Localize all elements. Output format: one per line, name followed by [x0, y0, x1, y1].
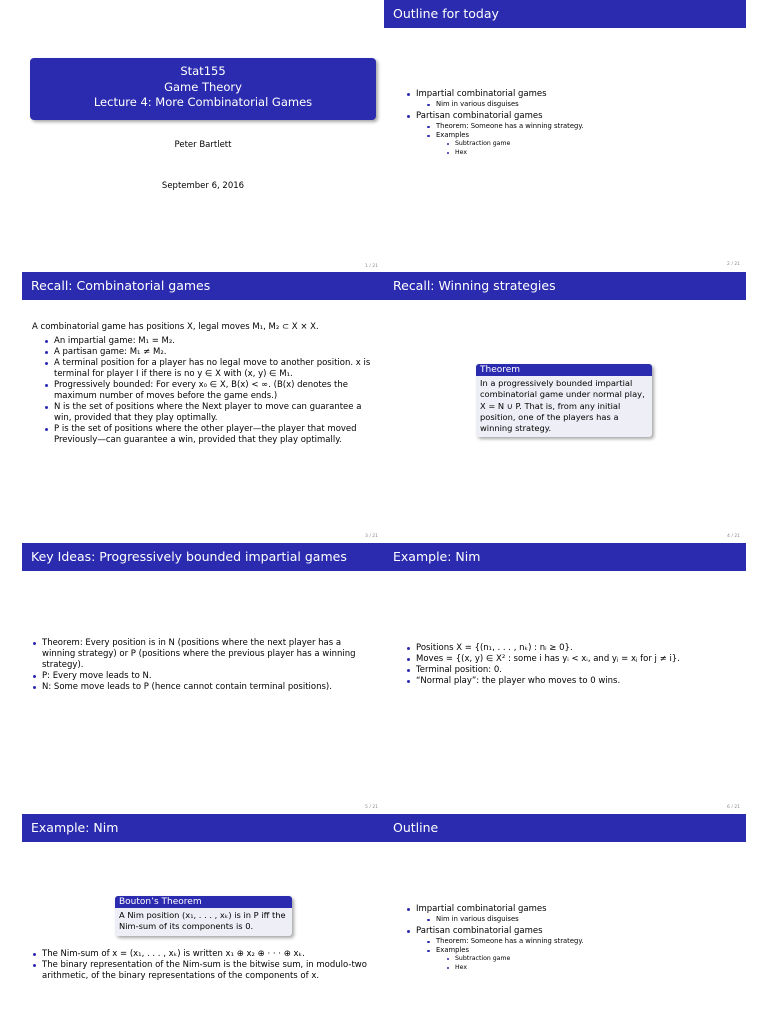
list-item: Partisan combinatorial games Theorem: Someone has a winning strategy. Examples Subtraction game Hex: [406, 111, 584, 157]
list-item: The binary representation of the Nim-sum is the bitwise sum, in modulo-two arithmetic, of the binary representations of the components of x.: [32, 960, 367, 982]
theorem-block: [115, 896, 292, 936]
course-name: Stat155: [180, 64, 226, 78]
slide-outline-today: [384, 0, 746, 271]
list-item: Subtraction game: [446, 955, 584, 964]
list-item: An impartial game: M₁ = M₂.: [44, 336, 374, 347]
list-item: Impartial combinatorial games Nim in various disguises: [406, 89, 584, 109]
slide-title-bar: Recall: Winning strategies: [384, 272, 746, 300]
list-item: Positions X = {(n₁, . . . , nₖ) : nᵢ ≥ 0}.: [406, 643, 741, 654]
slide-title-bar: Outline: [384, 814, 746, 842]
page-number: 3 / 21: [365, 534, 378, 539]
list-item: N is the set of positions where the Next player to move can guarantee a win, provided that they play optimally.: [44, 402, 374, 424]
list-item: Moves = {(x, y) ∈ X² : some i has yᵢ < xᵢ, and yⱼ = xⱼ for j ≠ i}.: [406, 654, 741, 665]
intro-text: A combinatorial game has positions X, legal moves M₁, M₂ ⊂ X × X.: [32, 322, 319, 332]
list-item: Nim in various disguises: [426, 915, 584, 924]
slide-recall-games: [22, 272, 384, 543]
slide-title: [0, 0, 384, 271]
list-item: P: Every move leads to N.: [32, 671, 377, 682]
slide-example-nim: [384, 543, 746, 814]
slide-title-bar: Example: Nim: [22, 814, 384, 842]
list-item: Partisan combinatorial games Theorem: Someone has a winning strategy. Examples Subtraction game Hex: [406, 926, 584, 972]
list-item: The Nim-sum of x = (x₁, . . . , xₖ) is written x₁ ⊕ x₂ ⊕ · · · ⊕ xₖ.: [32, 949, 367, 960]
slide-recall-winning: [384, 272, 746, 543]
list-item: Theorem: Someone has a winning strategy.: [426, 937, 584, 946]
list-item: “Normal play”: the player who moves to 0 wins.: [406, 676, 741, 687]
outline-list: [406, 89, 584, 157]
list-item: N: Some move leads to P (hence cannot contain terminal positions).: [32, 682, 377, 693]
list-item: A partisan game: M₁ ≠ M₂.: [44, 347, 374, 358]
slide-key-ideas: [22, 543, 384, 814]
date: September 6, 2016: [161, 181, 245, 191]
bullet-list: [406, 643, 741, 687]
list-item: Nim in various disguises: [426, 100, 584, 109]
page-number: 2 / 21: [727, 262, 740, 267]
subject-name: Game Theory: [164, 79, 242, 94]
block-text: In a progressively bounded impartial combinatorial game under normal play, X = N ∪ P. That is, from any initial position, one of the players has a winning strategy.: [480, 378, 645, 434]
author: Peter Bartlett: [174, 140, 232, 150]
page-number: 5 / 21: [365, 805, 378, 810]
slide-nim-bouton: [22, 814, 384, 1024]
list-item: Impartial combinatorial games Nim in various disguises: [406, 904, 584, 924]
list-item: Hex: [446, 964, 584, 973]
block-title: Theorem: [476, 364, 652, 376]
slide-title-bar: Outline for today: [384, 0, 746, 28]
page-number: 1 / 21: [365, 264, 378, 269]
list-item: Theorem: Someone has a winning strategy.: [426, 122, 584, 131]
theorem-block: [476, 364, 652, 437]
block-text: A Nim position (x₁, . . . , xₖ) is in P iff the Nim-sum of its components is 0.: [119, 910, 286, 932]
slide-title-bar: Recall: Combinatorial games: [22, 272, 384, 300]
list-item: Examples Subtraction game Hex: [426, 946, 584, 972]
bullet-list: [32, 949, 367, 982]
list-item: Subtraction game: [446, 140, 584, 149]
list-item: Hex: [446, 149, 584, 158]
outline-list: [406, 904, 584, 972]
bullet-list: [32, 638, 377, 693]
title-box: [30, 58, 376, 120]
slide-title-bar: Key Ideas: Progressively bounded impartial games: [22, 543, 384, 571]
list-item: Theorem: Every position is in N (positions where the next player has a winning strategy) or P (positions where the previous player has a winning strategy).: [32, 638, 377, 671]
lecture-title: Lecture 4: More Combinatorial Games: [93, 95, 313, 109]
slide-outline: [384, 814, 746, 1024]
list-item: Progressively bounded: For every x₀ ∈ X, B(x) < ∞. (B(x) denotes the maximum number of moves before the game ends.): [44, 380, 374, 402]
list-item: P is the set of positions where the other player—the player that moved Previously—can guarantee a win, provided that they play optimally.: [44, 424, 374, 446]
page-number: 6 / 21: [727, 805, 740, 810]
page-number: 4 / 21: [727, 534, 740, 539]
slide-title-bar: Example: Nim: [384, 543, 746, 571]
list-item: Terminal position: 0.: [406, 665, 741, 676]
block-title: Bouton’s Theorem: [115, 896, 292, 908]
list-item: A terminal position for a player has no legal move to another position. x is terminal for player I if there is no y ∈ X with (x, y) ∈ M₁.: [44, 358, 374, 380]
list-item: Examples Subtraction game Hex: [426, 131, 584, 157]
bullet-list: [44, 336, 374, 446]
